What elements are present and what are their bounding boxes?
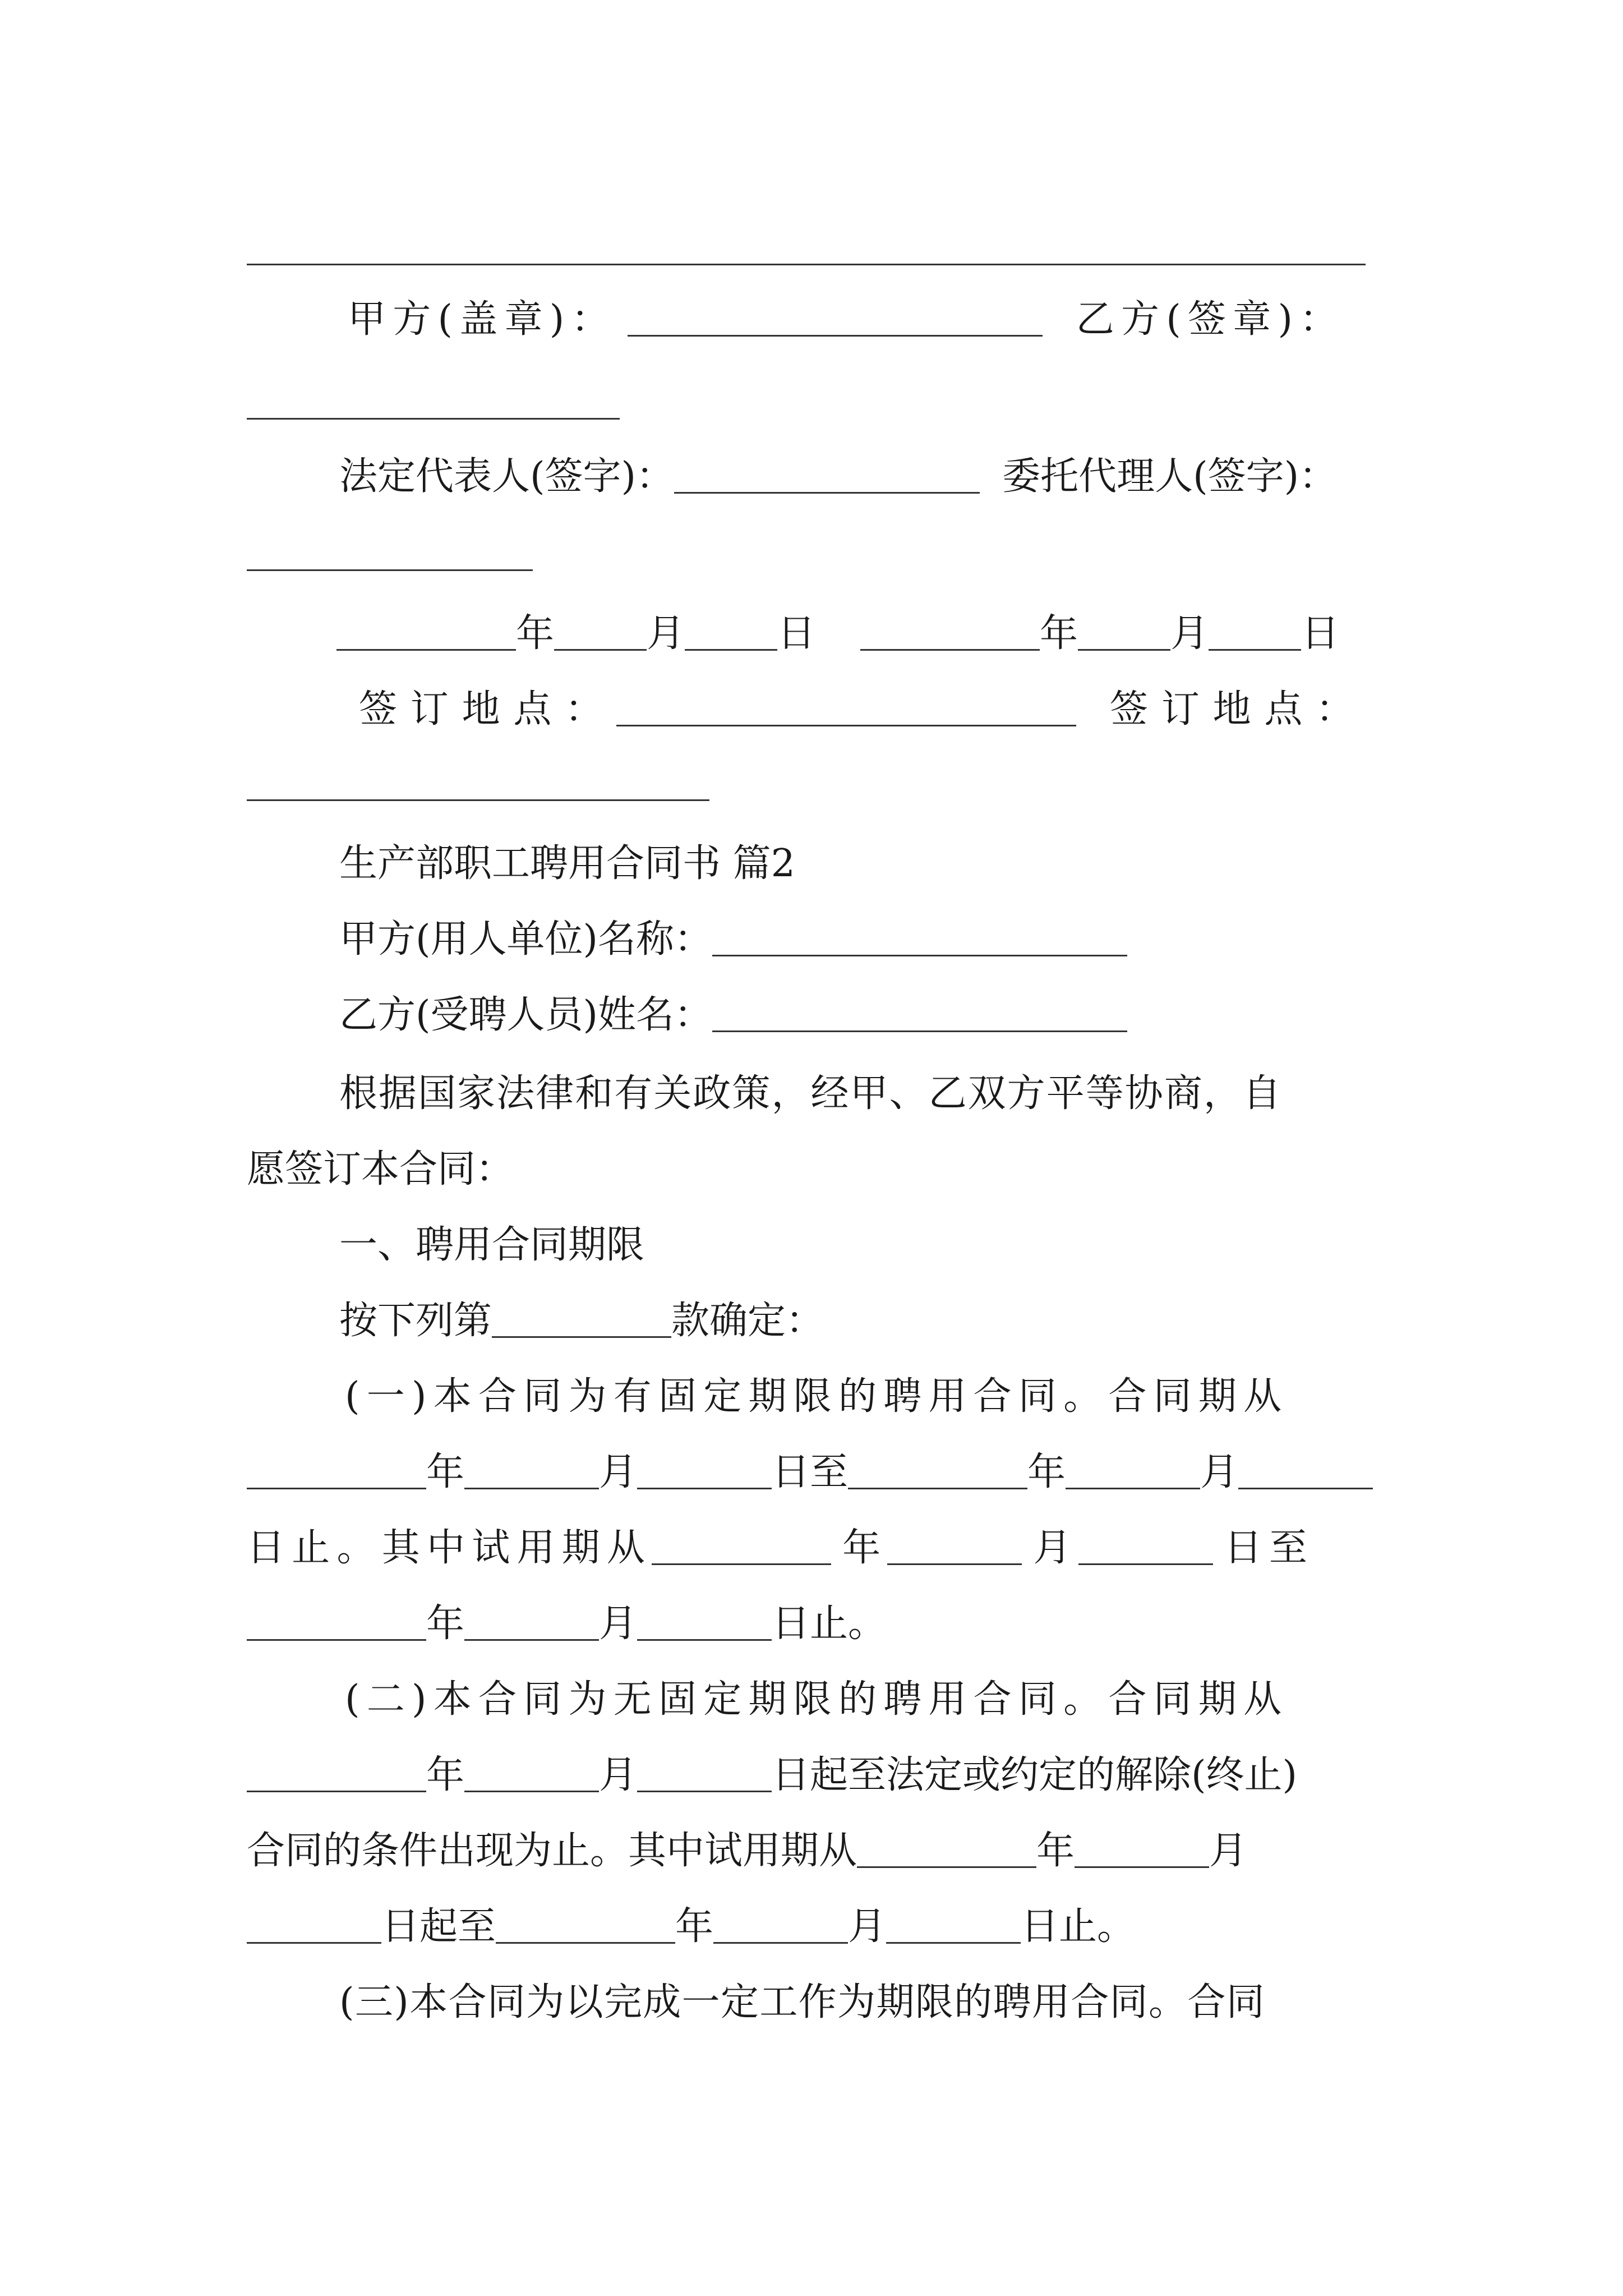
item2-year-1: 年 [426,1753,465,1797]
item2-line-4 [247,1899,1623,1955]
year-a-label: 年 [516,611,555,656]
section-title [339,836,1623,892]
item1-start-day-blank[interactable] [637,1450,772,1489]
item2-trial-day-blank[interactable] [247,1904,381,1944]
item2-end: 日止。 [1021,1904,1136,1949]
seal-line [348,292,1623,348]
sign-place-a-blank[interactable] [616,687,1076,726]
item1-trial-year-blank[interactable] [652,1525,831,1565]
intro-line-1 [339,1066,1623,1122]
month-b-blank[interactable] [1078,611,1170,651]
item1-start-month-blank[interactable] [464,1450,599,1489]
item1-month-3: 月 [1033,1526,1078,1570]
party-b-sign-label: 乙方(签章)： [1076,297,1345,342]
item1-trial-month-blank[interactable] [887,1525,1022,1565]
item2-text-3: 合同的条件出现为止。其中试用期从 [247,1829,857,1873]
year-a-blank[interactable] [336,611,516,651]
item3-text-1: (三)本合同为以完成一定工作为期限的聘用合同。合同 [339,1980,1266,2024]
sign-place-line [359,682,1623,738]
party-b-sign-blank[interactable] [247,418,620,420]
item2-text-2: 日起至法定或约定的解除(终止) [772,1753,1298,1797]
sign-place-b-blank[interactable] [247,799,709,801]
item1-end-month-blank[interactable] [1066,1450,1200,1489]
month-a-label: 月 [647,611,685,656]
item2-line-3 [247,1823,1623,1879]
party-a-seal-label: 甲方(盖章)： [348,297,616,342]
clause-number-blank[interactable] [492,1298,671,1338]
item2-line-1 [345,1672,1623,1728]
item2-trial-end-month-blank[interactable] [713,1904,848,1944]
item2-start-month-blank[interactable] [464,1752,599,1792]
party-b-name-label: 乙方(受聘人员)姓名： [339,993,713,1037]
month-a-blank[interactable] [554,611,647,651]
party-a-name-blank[interactable] [712,917,1127,956]
day-a-label: 日 [777,611,816,656]
item1-trial-end-month-blank[interactable] [464,1601,599,1641]
legal-rep-label: 法定代表人(签字)： [339,454,675,499]
heading-term [339,1217,1623,1273]
item1-year-4: 年 [426,1602,465,1646]
item2-month-3: 月 [848,1904,887,1949]
date-line [336,606,1623,662]
heading-term-text: 一、聘用合同期限 [339,1223,645,1267]
month-b-label: 月 [1170,611,1209,656]
item2-text-1: (二)本合同为无固定期限的聘用合同。合同期从 [345,1677,1289,1722]
rep-line [339,449,1623,505]
item2-trial-end-day-blank[interactable] [886,1904,1021,1944]
day-b-label: 日 [1301,611,1340,656]
item1-month-2: 月 [1200,1450,1239,1494]
item1-text-1: (一)本合同为有固定期限的聘用合同。合同期从 [345,1374,1289,1419]
item2-trial-year-blank[interactable] [857,1828,1036,1868]
item2-month-2: 月 [1209,1829,1248,1873]
item2-start-day-blank[interactable] [637,1752,772,1792]
item1-to: 日至 [772,1450,849,1494]
intro-text-2: 愿签订本合同： [247,1147,514,1191]
item1-trial-end-day-blank[interactable] [637,1601,772,1641]
item1-line-2 [247,1444,1623,1501]
contract-title: 生产部职工聘用合同书 篇2 [339,841,795,886]
day-a-blank[interactable] [685,611,777,651]
sign-place-a-label: 签订地点： [359,687,617,731]
day-b-blank[interactable] [1209,611,1301,651]
year-b-label: 年 [1040,611,1078,656]
item2-start-year-blank[interactable] [247,1752,426,1792]
party-b-name-blank[interactable] [712,992,1127,1032]
item1-year-2: 年 [1027,1450,1066,1494]
item1-end-year-blank[interactable] [848,1450,1027,1489]
item2-year-2: 年 [1036,1829,1075,1873]
item1-year-1: 年 [426,1450,465,1494]
party-a-line [339,912,1623,968]
item1-month-1: 月 [599,1450,638,1494]
item1-start-year-blank[interactable] [247,1450,426,1489]
item2-line-2 [247,1747,1623,1803]
item1-end: 日止。 [772,1602,887,1646]
choose-prefix: 按下列第 [339,1299,492,1343]
legal-rep-blank[interactable] [674,454,980,494]
item1-line-3 [247,1520,1623,1576]
item1-line-4 [247,1596,1623,1652]
item2-trial-month-blank[interactable] [1075,1828,1209,1868]
item1-to-2: 日至 [1224,1526,1315,1570]
top-rule [247,264,1366,265]
item1-line-1 [345,1369,1623,1425]
sign-place-b-label: 签订地点： [1110,687,1368,731]
item1-trial-day-blank[interactable] [1078,1525,1213,1565]
item2-from-to: 日起至 [381,1904,496,1949]
item1-trial-end-year-blank[interactable] [247,1601,426,1641]
agent-blank[interactable] [247,569,533,571]
agent-label: 委托代理人(签字)： [1002,454,1338,499]
item1-month-4: 月 [599,1602,638,1646]
intro-text-1: 根据国家法律和有关政策，经甲、乙双方平等协商，自 [339,1071,1282,1116]
item1-year-3: 年 [842,1526,888,1570]
item3-line-1 [339,1975,1623,2031]
item2-year-3: 年 [675,1904,714,1949]
item2-month-1: 月 [599,1753,638,1797]
item1-trial-prefix: 日止。其中试用期从 [247,1526,652,1570]
choose-suffix: 款确定： [671,1299,824,1343]
intro-line-2 [247,1142,1623,1198]
party-a-seal-blank[interactable] [628,297,1043,337]
party-a-name-label: 甲方(用人单位)名称： [339,917,713,961]
item2-trial-end-year-blank[interactable] [496,1904,675,1944]
item1-end-day-blank[interactable] [1238,1450,1373,1489]
party-b-line [339,987,1623,1043]
choose-line [339,1293,1623,1349]
year-b-blank[interactable] [860,611,1040,651]
